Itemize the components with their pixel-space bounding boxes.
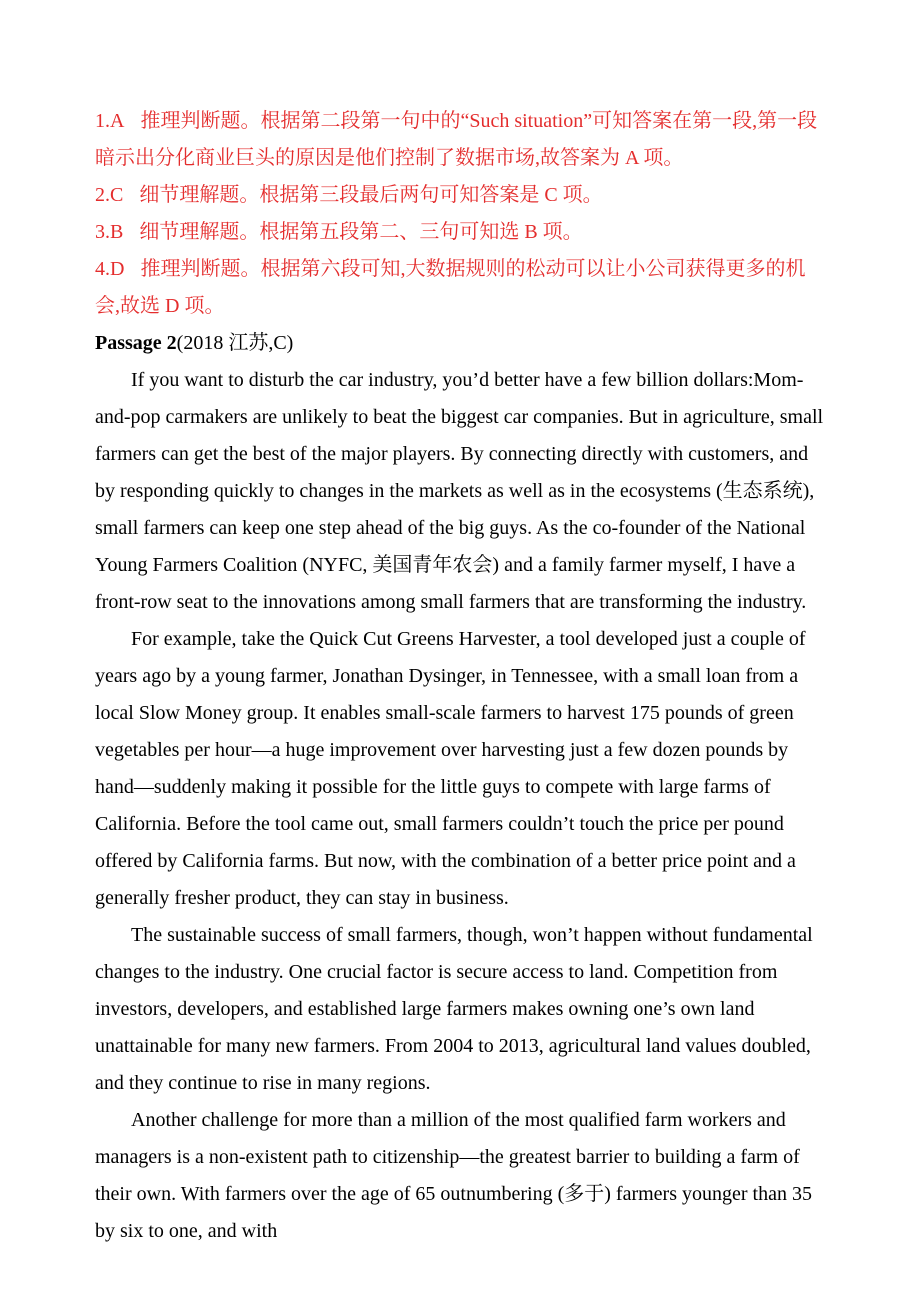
answer-key-section (95, 103, 828, 325)
answer-item (95, 251, 828, 325)
answer-item (95, 214, 828, 251)
answer-item (95, 103, 828, 177)
answer-item (95, 177, 828, 214)
passage-paragraph: The sustainable success of small farmers, though, won’t happen without fundamental changes to the industry. One crucial factor is secure access to land. Competition from investors, developers, and established large farmers makes owning one’s own land unattainable for many new farmers. From 2004 to 2013, agricultural land values doubled, and they continue to rise in many regions. (95, 924, 813, 1094)
passage-paragraph: Another challenge for more than a million of the most qualified farm workers and managers is a non-existent path to citizenship—the greatest barrier to building a farm of their own. With farmers over the age of 65 outnumbering (多于) farmers younger than 35 by six to one, and with (95, 1109, 812, 1242)
answer-explanation: 推理判断题。根据第六段可知,大数据规则的松动可以让小公司获得更多的机会,故选 D 项。 (95, 258, 806, 317)
answer-label: 4.D (95, 258, 125, 280)
passage-paragraph: For example, take the Quick Cut Greens Harvester, a tool developed just a couple of years ago by a young farmer, Jonathan Dysinger, in Tennessee, with a small loan from a local Slow Money group. It enables small-scale farmers to harvest 175 pounds of green vegetables per hour—a huge improvement over harvesting just a few dozen pounds by hand—suddenly making it possible for the little guys to compete with large farms of California. Before the tool came out, small farmers couldn’t touch the price per pound offered by California farms. But now, with the combination of a better price point and a generally fresher product, they can stay in business. (95, 628, 806, 909)
passage-title: Passage 2 (95, 332, 177, 354)
passage-body (95, 362, 828, 1250)
passage-source: (2018 江苏,C) (176, 332, 294, 354)
answer-label: 2.C (95, 184, 124, 206)
answer-label: 1.A (95, 110, 125, 132)
answer-explanation: 细节理解题。根据第五段第二、三句可知选 B 项。 (139, 221, 583, 243)
answer-explanation: 细节理解题。根据第三段最后两句可知答案是 C 项。 (139, 184, 603, 206)
passage-paragraph: If you want to disturb the car industry, you’d better have a few billion dollars:Mom-and-pop carmakers are unlikely to beat the biggest car companies. But in agriculture, small farmers can get the best of the major players. By connecting directly with customers, and by responding quickly to changes in the markets as well as in the ecosystems (生态系统), small farmers can keep one step ahead of the big guys. As the co-founder of the National Young Farmers Coalition (NYFC, 美国青年农会) and a family farmer myself, I have a front-row seat to the innovations among small farmers that are transforming the industry. (95, 369, 824, 613)
answer-label: 3.B (95, 221, 124, 243)
passage-heading (95, 325, 828, 362)
answer-explanation: 推理判断题。根据第二段第一句中的“Such situation”可知答案在第一段,第一段暗示出分化商业巨头的原因是他们控制了数据市场,故答案为 A 项。 (95, 110, 818, 169)
